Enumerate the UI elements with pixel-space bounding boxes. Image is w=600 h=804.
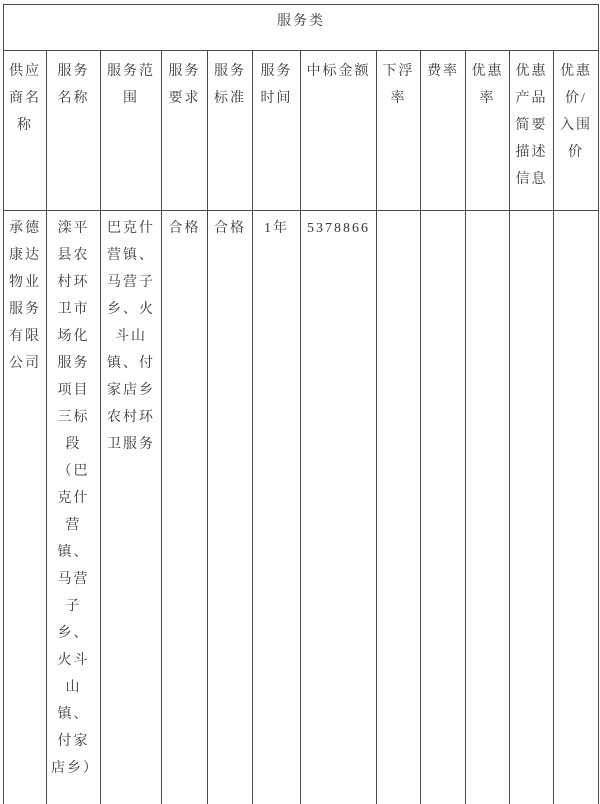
header-preferential-price: 优惠价/入围价: [554, 51, 599, 211]
cell-service-name: 滦平县农村环卫市场化服务项目三标段（巴克什营镇、马营子乡、火斗山镇、付家店乡）: [47, 211, 101, 804]
cell-fee-rate: [421, 211, 466, 804]
header-winning-bid-amount: 中标金额: [301, 51, 377, 211]
header-service-standard: 服务标准: [208, 51, 253, 211]
header-supplier-name: 供应商名称: [4, 51, 47, 211]
header-fee-rate: 费率: [421, 51, 466, 211]
cell-service-requirement: 合格: [162, 211, 208, 804]
cell-supplier-name: 承德康达物业服务有限公司: [4, 211, 47, 804]
cell-service-scope: 巴克什营镇、马营子乡、火斗山镇、付家店乡农村环卫服务: [101, 211, 162, 804]
header-preferential-rate: 优惠率: [466, 51, 510, 211]
header-service-requirement: 服务要求: [162, 51, 208, 211]
header-preferential-product-description: 优惠产品简要描述信息: [510, 51, 554, 211]
cell-preferential-product-description: [510, 211, 554, 804]
table-header-row: [4, 51, 599, 211]
header-service-name: 服务名称: [47, 51, 101, 211]
cell-service-time: 1年: [253, 211, 301, 804]
cell-service-standard: 合格: [208, 211, 253, 804]
cell-discount-rate: [377, 211, 421, 804]
table-title: 服务类: [4, 5, 599, 51]
table-data-row: [4, 211, 599, 804]
header-service-scope: 服务范围: [101, 51, 162, 211]
cell-winning-bid-amount: 5378866: [301, 211, 377, 804]
header-discount-rate: 下浮率: [377, 51, 421, 211]
table-title-row: [4, 5, 599, 51]
cell-preferential-price: [554, 211, 599, 804]
header-service-time: 服务时间: [253, 51, 301, 211]
cell-preferential-rate: [466, 211, 510, 804]
service-category-table: [3, 4, 599, 804]
